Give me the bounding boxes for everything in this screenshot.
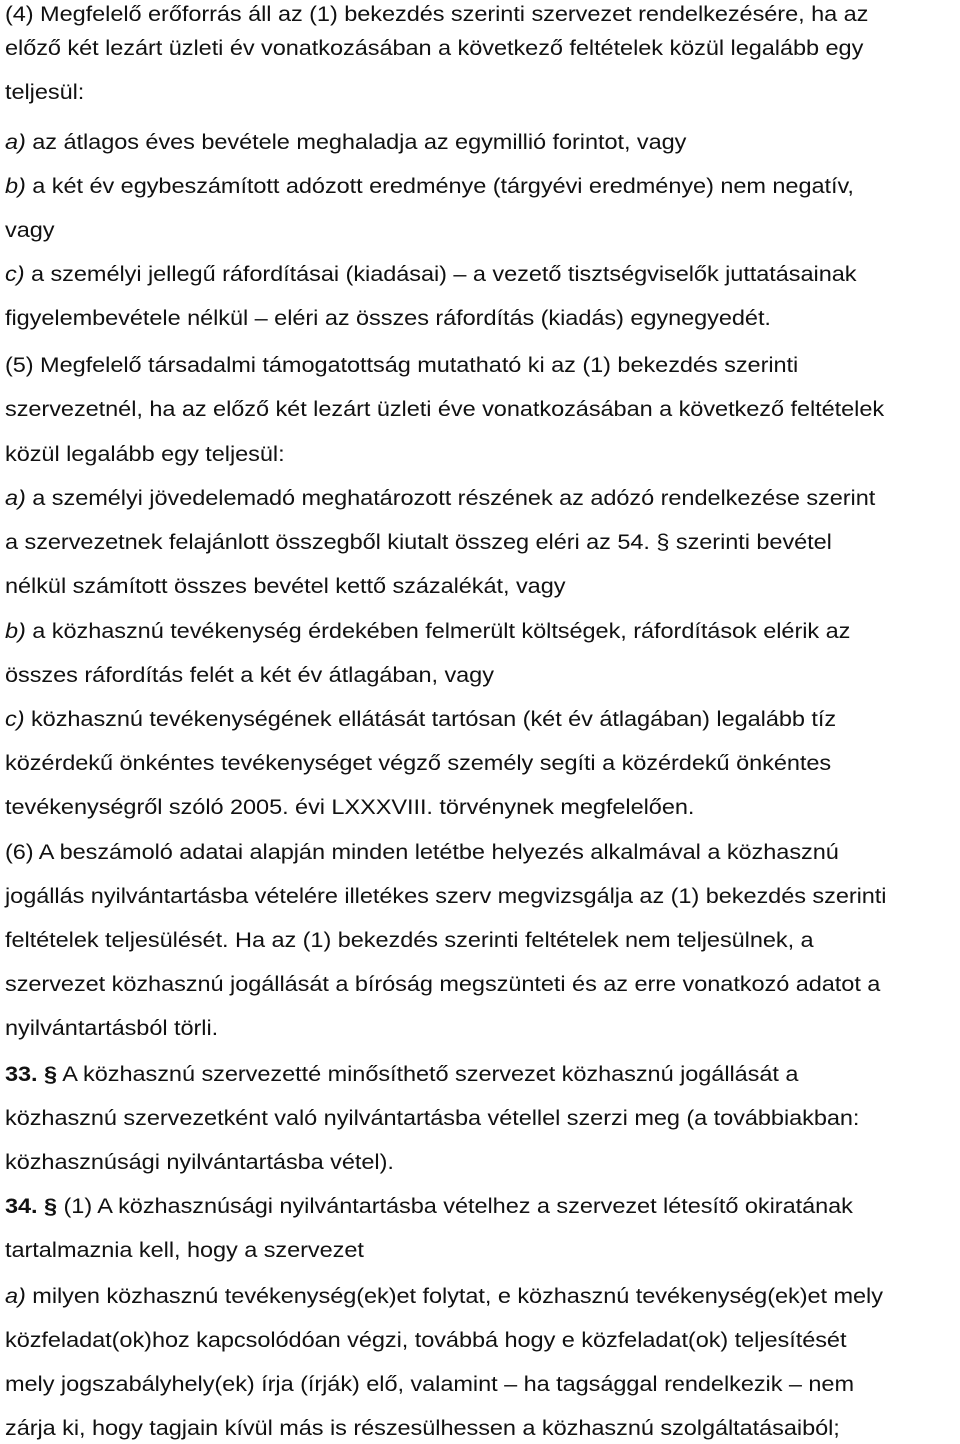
text-line bbox=[5, 395, 884, 425]
line-text: szervezet közhasznú jogállását a bíróság megszünteti és az erre vonatkozó adatot a bbox=[5, 973, 881, 996]
text-line bbox=[5, 661, 494, 691]
line-text: a személyi jellegű ráfordításai (kiadásai) – a vezető tisztségviselők juttatásainak bbox=[24, 263, 857, 286]
line-text: (6) A beszámoló adatai alapján minden letétbe helyezés alkalmával a közhasznú bbox=[5, 841, 839, 864]
line-text: tartalmaznia kell, hogy a szervezet bbox=[5, 1239, 364, 1262]
section-number: 34. § bbox=[5, 1195, 58, 1218]
line-text: szervezetnél, ha az előző két lezárt üzleti éve vonatkozásában a következő feltételek bbox=[5, 398, 885, 421]
line-text: zárja ki, hogy tagjain kívül más is részesülhessen a közhasznú szolgáltatásaiból; bbox=[5, 1417, 840, 1440]
list-marker: b) bbox=[5, 620, 26, 643]
list-marker: c) bbox=[5, 263, 25, 286]
text-line bbox=[5, 793, 694, 823]
line-text: előző két lezárt üzleti év vonatkozásában a következő feltételek közül legalább egy bbox=[5, 37, 864, 60]
text-line bbox=[5, 970, 880, 1000]
line-text: közhasznú tevékenységének ellátását tartósan (két év átlagában) legalább tíz bbox=[24, 708, 837, 731]
line-text: vagy bbox=[5, 219, 55, 242]
list-marker: a) bbox=[5, 131, 26, 154]
text-line bbox=[5, 926, 814, 956]
line-text: tevékenységről szóló 2005. évi LXXXVIII. törvénynek megfelelően. bbox=[5, 796, 695, 819]
text-line bbox=[5, 1282, 883, 1312]
text-line bbox=[5, 78, 84, 108]
line-text: összes ráfordítás felét a két év átlagában, vagy bbox=[5, 664, 494, 687]
text-line bbox=[5, 351, 798, 381]
text-line bbox=[5, 128, 686, 158]
text-line bbox=[5, 1192, 853, 1222]
line-text: az átlagos éves bevétele meghaladja az egymillió forintot, vagy bbox=[25, 131, 687, 154]
line-text: a közhasznú tevékenység érdekében felmerült költségek, ráfordítások elérik az bbox=[25, 620, 851, 643]
text-line bbox=[5, 34, 863, 64]
text-line bbox=[5, 1014, 218, 1044]
text-line bbox=[5, 1060, 798, 1090]
text-line bbox=[5, 882, 886, 912]
text-line bbox=[5, 1414, 840, 1444]
text-line bbox=[5, 838, 839, 868]
section-number: 33. § bbox=[5, 1063, 58, 1086]
line-text: A közhasznú szervezetté minősíthető szervezet közhasznú jogállását a bbox=[57, 1063, 799, 1086]
line-text: a személyi jövedelemadó meghatározott részének az adózó rendelkezése szerint bbox=[25, 487, 876, 510]
line-text: feltételek teljesülését. Ha az (1) bekezdés szerinti feltételek nem teljesülnek, a bbox=[5, 929, 814, 952]
line-text: közhasznúsági nyilvántartásba vétel). bbox=[5, 1151, 394, 1174]
line-text: (1) A közhasznúsági nyilvántartásba vételhez a szervezet létesítő okiratának bbox=[57, 1195, 853, 1218]
line-text: közérdekű önkéntes tevékenységet végző személy segíti a közérdekű önkéntes bbox=[5, 752, 832, 775]
line-text: mely jogszabályhely(ek) írja (írják) elő, valamint – ha tagsággal rendelkezik – nem bbox=[5, 1373, 855, 1396]
line-text: teljesül: bbox=[5, 81, 85, 104]
list-marker: b) bbox=[5, 175, 26, 198]
text-line bbox=[5, 1148, 394, 1178]
text-line bbox=[5, 260, 856, 290]
text-line bbox=[5, 484, 875, 514]
line-text: a két év egybeszámított adózott eredménye (tárgyévi eredménye) nem negatív, bbox=[25, 175, 854, 198]
line-text: (5) Megfelelő társadalmi támogatottság mutatható ki az (1) bekezdés szerinti bbox=[5, 354, 799, 377]
text-line bbox=[5, 172, 854, 202]
line-text: figyelembevétele nélkül – eléri az összes ráfordítás (kiadás) egynegyedét. bbox=[5, 307, 771, 330]
text-line bbox=[5, 749, 831, 779]
text-line bbox=[5, 617, 850, 647]
line-text: közhasznú szervezetként való nyilvántartásba vétellel szerzi meg (a továbbiakban: bbox=[5, 1107, 860, 1130]
line-text: (4) Megfelelő erőforrás áll az (1) bekezdés szerinti szervezet rendelkezésére, ha az bbox=[5, 3, 869, 26]
line-text: közül legalább egy teljesül: bbox=[5, 443, 285, 466]
text-line bbox=[5, 705, 836, 735]
text-line bbox=[5, 1326, 846, 1356]
list-marker: a) bbox=[5, 1285, 26, 1308]
text-line bbox=[5, 1370, 854, 1400]
line-text: milyen közhasznú tevékenység(ek)et folytat, e közhasznú tevékenység(ek)et mely bbox=[25, 1285, 883, 1308]
line-text: közfeladat(ok)hoz kapcsolódóan végzi, továbbá hogy e közfeladat(ok) teljesítését bbox=[5, 1329, 847, 1352]
line-text: nélkül számított összes bevétel kettő százalékát, vagy bbox=[5, 575, 566, 598]
line-text: jogállás nyilvántartásba vételére illetékes szerv megvizsgálja az (1) bekezdés szerinti bbox=[5, 885, 887, 908]
list-marker: c) bbox=[5, 708, 25, 731]
text-line bbox=[5, 1104, 859, 1134]
text-line bbox=[5, 572, 565, 602]
text-line bbox=[5, 1236, 364, 1266]
text-line bbox=[5, 440, 285, 470]
text-line bbox=[5, 216, 54, 246]
text-line bbox=[5, 0, 868, 30]
line-text: a szervezetnek felajánlott összegből kiutalt összeg eléri az 54. § szerinti bevétel bbox=[5, 531, 832, 554]
line-text: nyilvántartásból törli. bbox=[5, 1017, 219, 1040]
list-marker: a) bbox=[5, 487, 26, 510]
text-line bbox=[5, 528, 832, 558]
text-line bbox=[5, 304, 771, 334]
